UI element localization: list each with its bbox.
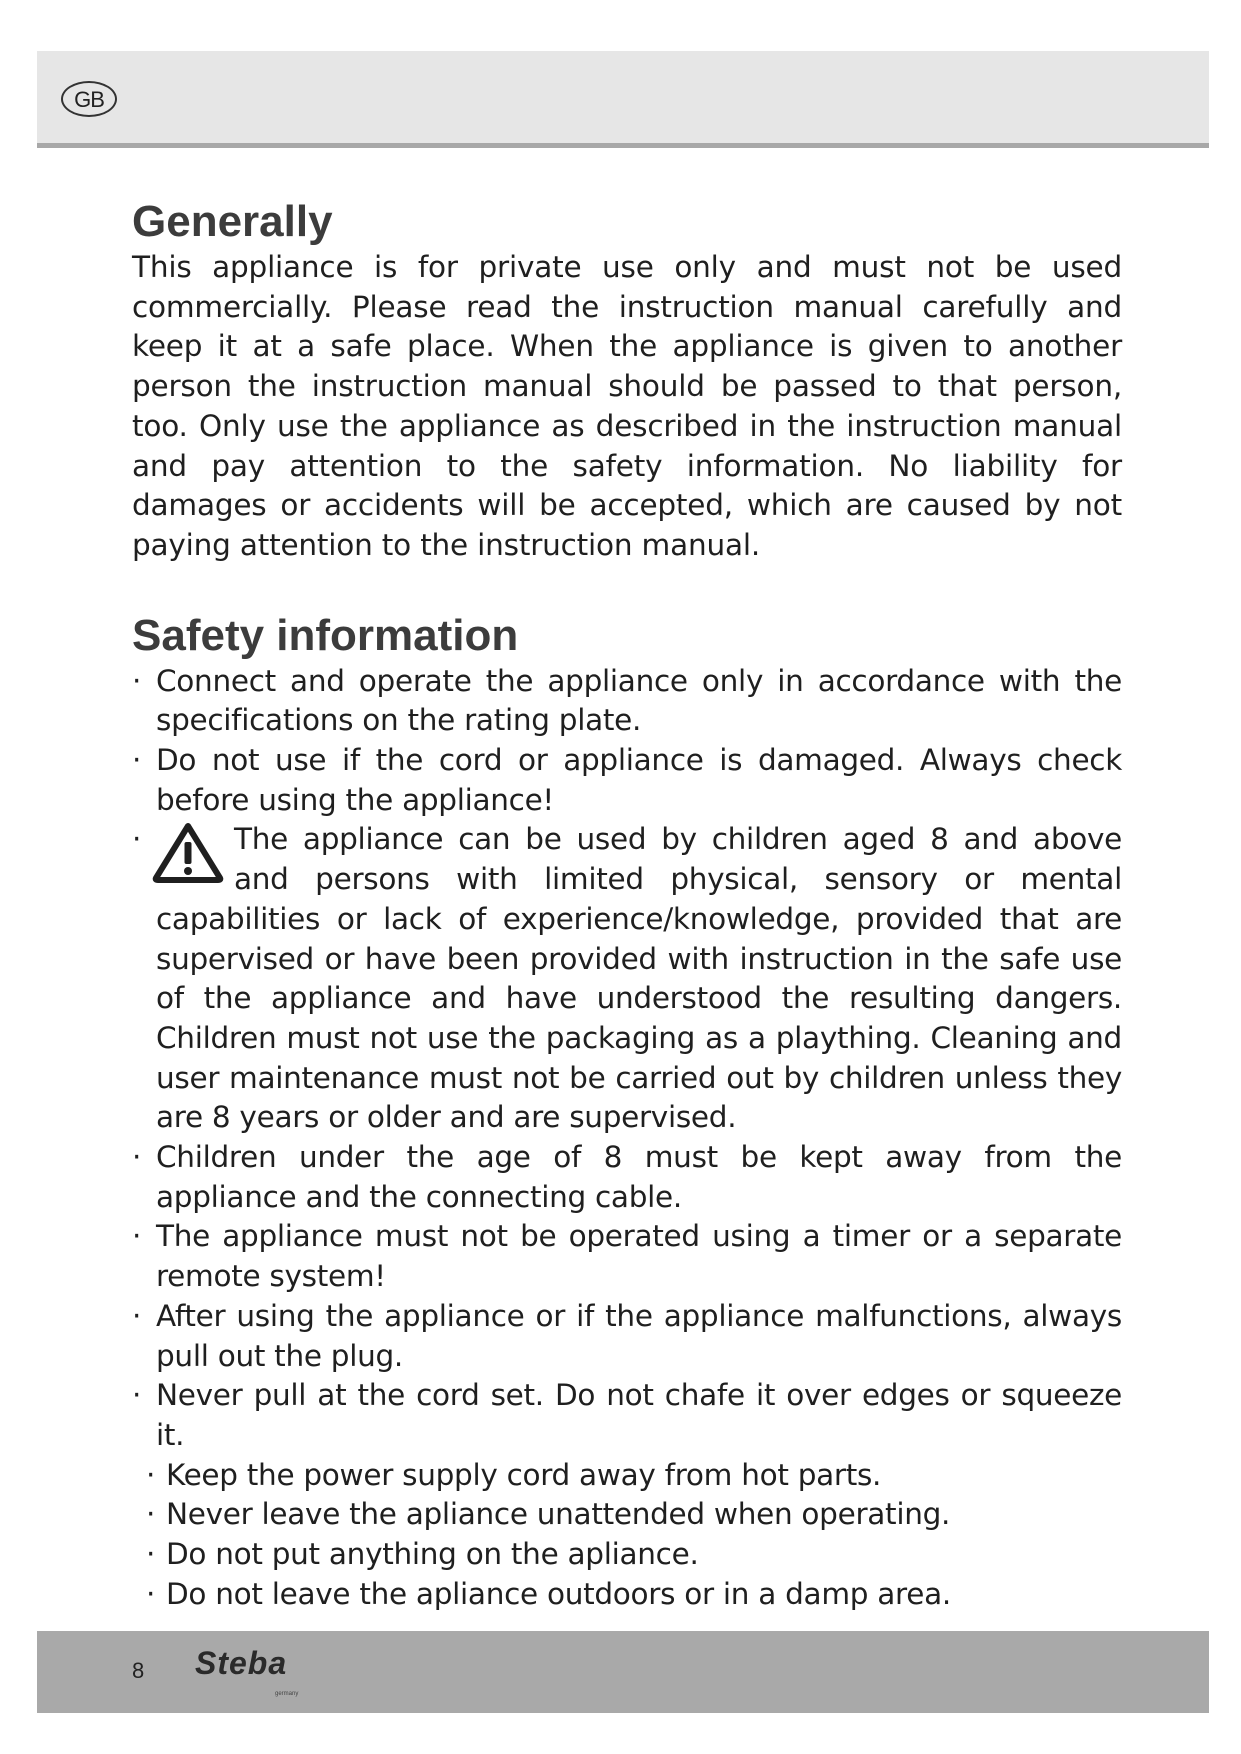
page-header: [37, 51, 1209, 148]
brand-subline: germany: [275, 1691, 299, 1697]
page-number: 8: [132, 1658, 145, 1683]
list-item: · Children under the age of 8 must be kept away from the appliance and the connecting cable.: [132, 1138, 1122, 1217]
generally-paragraph: This appliance is for private use only and must not be used commercially. Please read the instruction manual carefully and keep it at a safe place. When the appliance is given to another person the instruction manual should be passed to that person, too. Only use the appliance as described in the instruction manual and pay attention to the safety information. No liability for damages or accidents will be accepted, which are caused by not paying attention to the instruction manual.: [132, 250, 1122, 562]
list-item: · Keep the power supply cord away from hot parts.: [132, 1456, 1122, 1496]
warning-text: The appliance can be used by children aged 8 and above and persons with limited physical, sensory or mental capabilities or lack of experience/knowledge, provided that are supervised or have been provided with instruction in the safe use of the appliance and have understood the resulting dangers. Children must not use the packaging as a plaything. Cleaning and user maintenance must not be carried out by children unless they are 8 years or older and are supervised.: [156, 822, 1122, 1135]
list-item: · Do not put anything on the apliance.: [132, 1535, 1122, 1575]
safety-list: [132, 662, 1122, 1615]
page-content: [132, 196, 1122, 1615]
list-item: · Do not leave the apliance outdoors or in a damp area.: [132, 1575, 1122, 1615]
section-title-safety: Safety information: [132, 610, 519, 660]
list-item: · After using the appliance or if the appliance malfunctions, always pull out the plug.: [132, 1297, 1122, 1376]
section-title-generally: Generally: [132, 197, 333, 246]
list-item: · Never leave the apliance unattended when operating.: [132, 1495, 1122, 1535]
language-badge: GB: [61, 81, 117, 117]
warning-triangle-icon: [152, 822, 224, 884]
page-footer: [37, 1631, 1209, 1713]
list-item: · Never pull at the cord set. Do not chafe it over edges or squeeze it.: [132, 1376, 1122, 1455]
list-item: · Do not use if the cord or appliance is damaged. Always check before using the appliance!: [132, 741, 1122, 820]
brand-logo: Steba: [195, 1645, 288, 1681]
list-item-warning: [132, 820, 1122, 1138]
list-item: · The appliance must not be operated using a timer or a separate remote system!: [132, 1217, 1122, 1296]
list-item: · Connect and operate the appliance only in accordance with the specifications on the rating plate.: [132, 662, 1122, 741]
